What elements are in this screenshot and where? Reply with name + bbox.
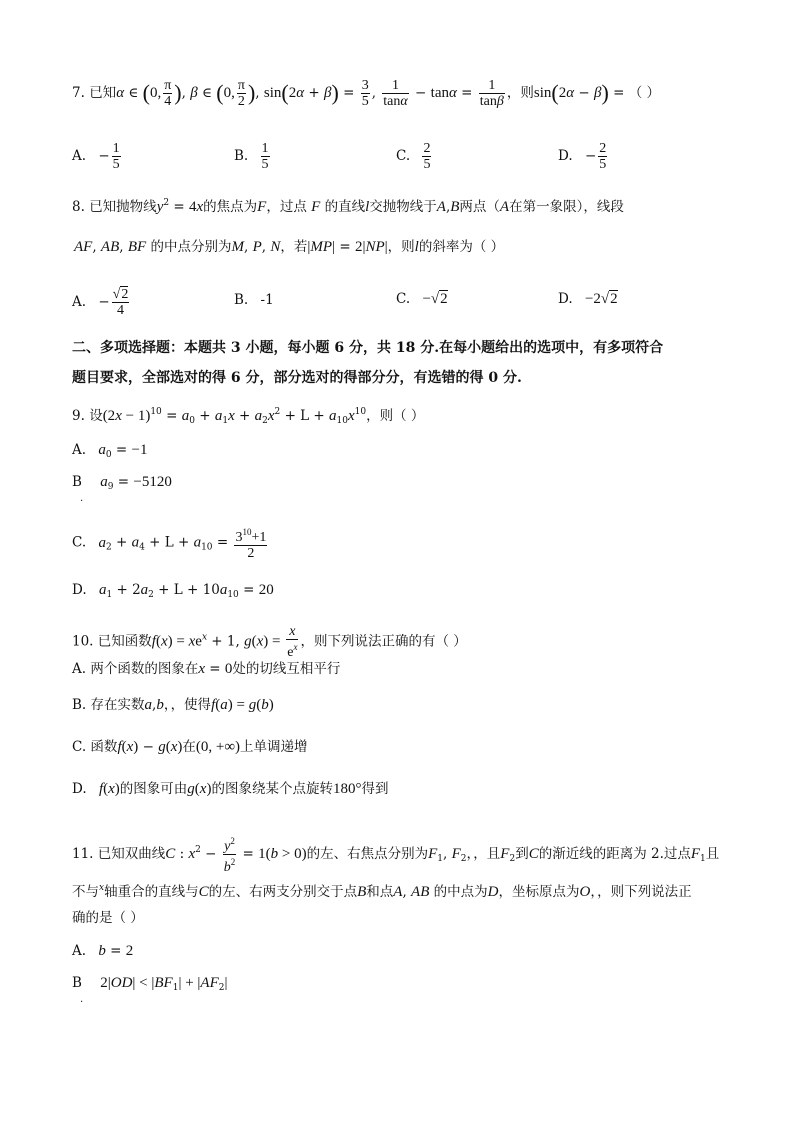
q7-choice-d: D. − $\frac{2}{5}$ (558, 141, 607, 172)
q11-line2: 不与$^x$轴重合的直线与C的左、右两支分别交于点B和点A, AB 的中点为D，坐标原点为O，，则下列说法正 (72, 883, 692, 900)
q8-choice-b: B. -1 (234, 292, 274, 308)
q11-choice-a: A. b = 2 (72, 943, 134, 959)
q8-line1: 8. 已知抛物线$y^2 = 4x$的焦点为F，过点 F 的直线l交抛物线于A,B两点（A在第一象限），线段 (72, 198, 624, 215)
q7-number: 7. (72, 85, 85, 101)
q10-choice-a: A. 两个函数的图象在x = 0处的切线互相平行 (72, 661, 341, 677)
q9-choice-d: D. $a_1 + 2a_2 + L + 10a_{10} = 20$ (72, 582, 274, 600)
section-2-heading: 二、多项选择题：本题共 3 小题，每小题 6 分，共 18 分.在每小题给出的选项中，有多项符合 (72, 340, 664, 356)
q7-mid: 则 (520, 85, 534, 101)
q7-lead: 已知 (89, 85, 117, 101)
q11-choice-b: B $2|OD| < |BF_1| + |AF_2|$ (72, 975, 228, 993)
q8-choice-c: C. −√2 (396, 291, 448, 307)
q10-choice-b: B. 存在实数a,b，，使得f(a) = g(b) (72, 697, 274, 713)
q8-choice-d: D. −2√2 (558, 291, 618, 307)
q9-stem: 9. 设$(2x - 1)^{10} = a_0 + a_1x + a_2x^2 + L + a_{10}x^{10}$，则（ ） (72, 407, 425, 426)
q11-line3: 确的是（ ） (72, 910, 144, 926)
q10-choice-d: D. f(x)的图象可由g(x)的图象绕某个点旋转180°得到 (72, 781, 389, 797)
q9-choice-b: B $a_9 = -5120$ (72, 474, 172, 492)
q7-choice-a: A. − $\frac{1}{5}$ (72, 141, 120, 172)
q7-choice-c: C. $\frac{2}{5}$ (396, 141, 431, 172)
q7-stem: 7. 已知α ∈ (0, $\frac{\pi}{4}$ ), β ∈ (0, $\frac{\pi}{2}$ ), sin(2α + β) = $\frac{3}{5}$ , $\frac{1}{\tan\alpha}$ − tanα = $\frac{1}{\tan\beta}$ ，则sin(2α − β) = （ ） (72, 78, 661, 109)
q9-choice-a: A. $a_0 = -1$ (72, 442, 148, 460)
section-2-heading-cont: 题目要求，全部选对的得 6 分，部分选对的得部分分，有选错的得 0 分. (72, 370, 522, 386)
q8-choice-a: A. − $\frac{√2}{4}$ (72, 287, 129, 318)
q7-blank: （ ） (628, 85, 661, 101)
q9-choice-c: C. $a_2 + a_4 + L + a_{10}$ = $\frac{3^{10}+1}{2}$ (72, 527, 267, 561)
q8-line2: AF, AB, BF 的中点分别为M, P, N，若|MP| = 2|NP|，则l的斜率为（ ） (74, 239, 505, 255)
q10-choice-c: C. 函数f(x) − g(x)在(0, +∞)上单调递增 (72, 739, 308, 755)
q11-line1: 11. 已知双曲线C : $x^2$ − $\frac{y^2}{b^2}$ = 1(b > 0)的左、右焦点分别为$F_1$, $F_2$，，且$F_2$到C的渐近线的距离为 2.过点$F_1$且 (72, 836, 720, 875)
q10-stem: 10. 已知函数$f(x) = xe^x + 1$, g(x) = $\frac{x}{e^x}$ ，则下列说法正确的有（ ） (72, 624, 467, 660)
q7-choice-b: B. $\frac{1}{5}$ (234, 141, 269, 172)
